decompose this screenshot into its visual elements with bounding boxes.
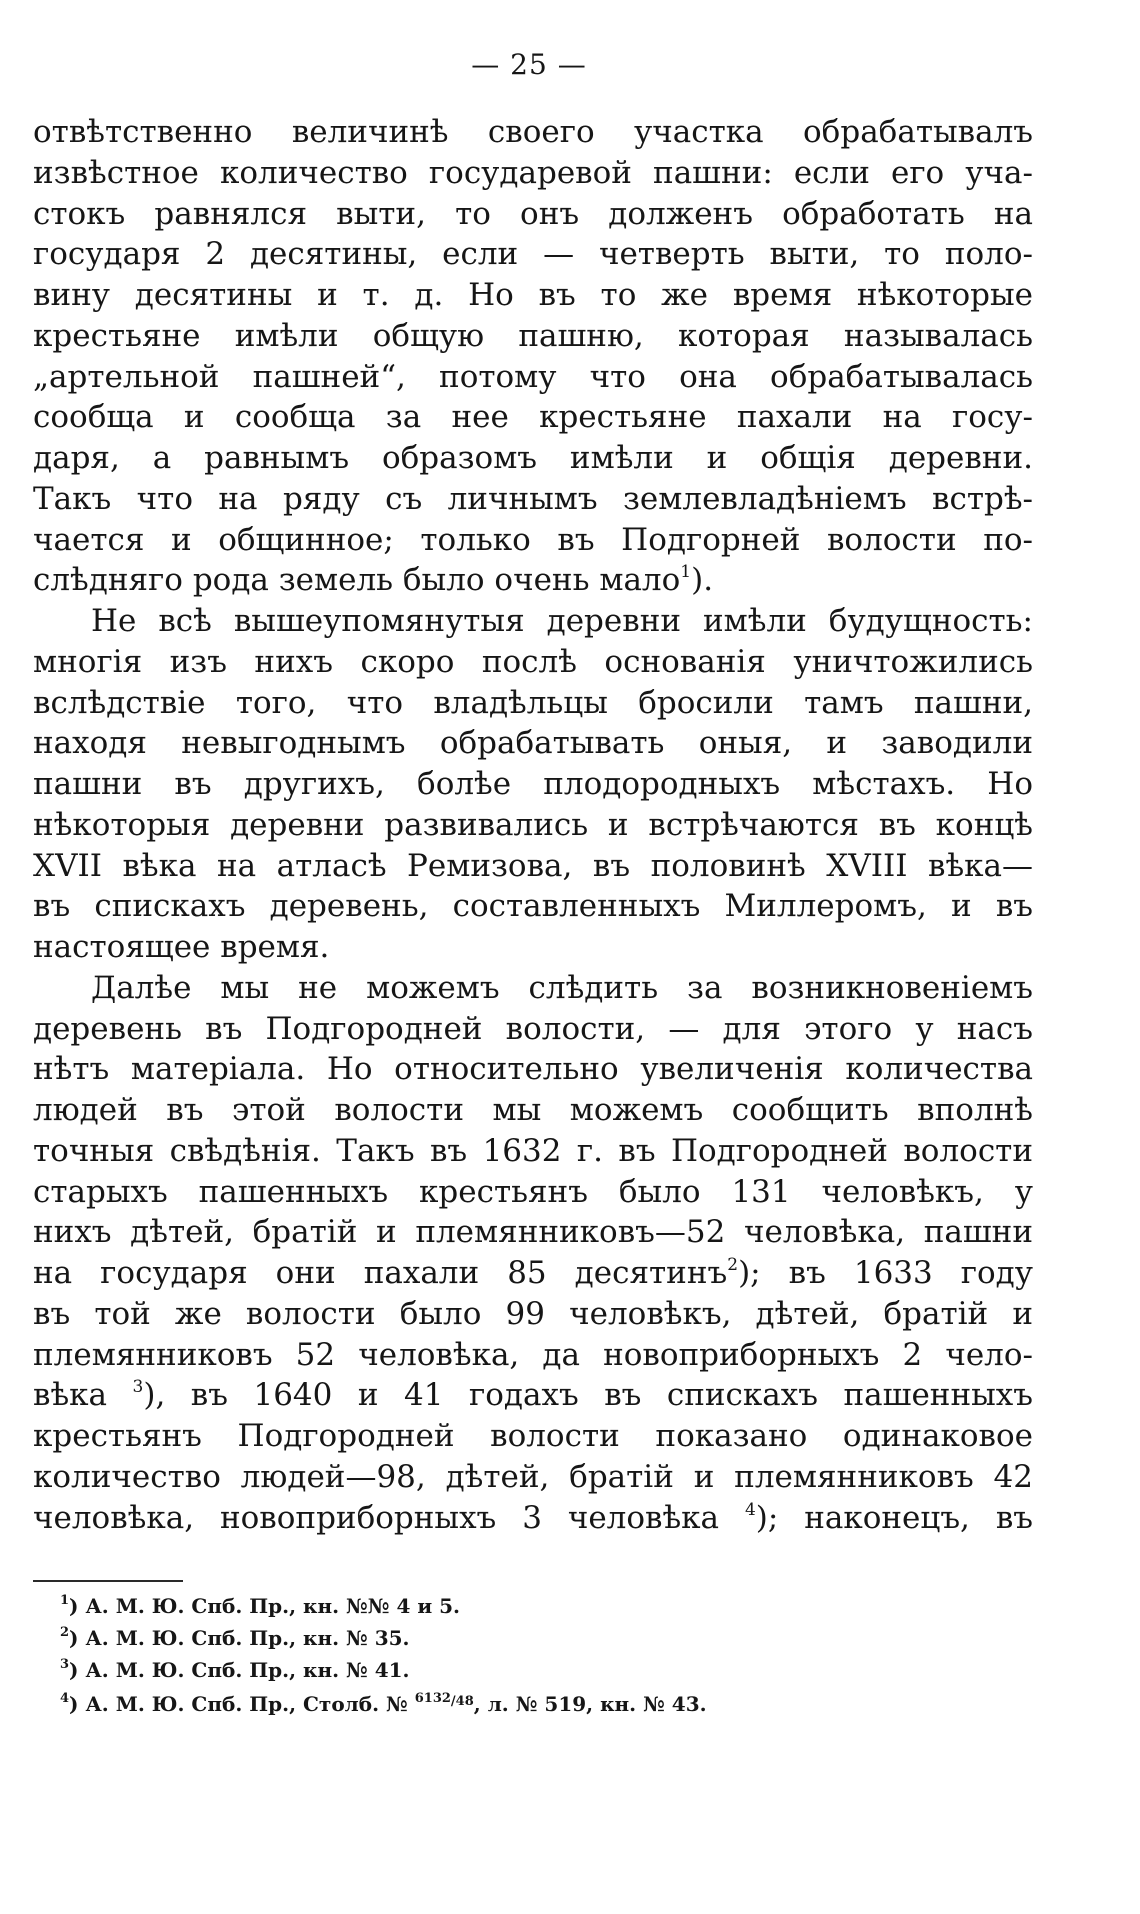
paragraph-2	[33, 601, 1033, 968]
text-line: государя 2 десятины, если — четверть выти, то поло-	[33, 236, 1033, 273]
text-line	[33, 1498, 1033, 1539]
text-segment: ); въ 1633 году	[738, 1255, 1033, 1291]
footnote-ref: 3	[132, 1377, 144, 1398]
page-number: — 25 —	[471, 48, 587, 81]
footnotes	[60, 1590, 707, 1718]
column-number: 6132	[414, 1691, 451, 1706]
text-line: деревень въ Подгородней волости, — для этого у насъ	[33, 1010, 1033, 1047]
text-segment: слѣдняго рода земель было очень мало	[33, 562, 681, 599]
footnote-ref: 2	[727, 1255, 739, 1275]
text-line: нѣтъ матеріала. Но относительно увеличенія количества	[33, 1051, 1033, 1088]
text-line: „артельной пашней“, потому что она обрабатывалась	[33, 358, 1033, 395]
paragraph-3	[33, 968, 1033, 1539]
footnote-3	[60, 1654, 707, 1686]
footnote-ref: 4	[744, 1499, 756, 1520]
text-line: Не всѣ вышеупомянутыя деревни имѣли будущность:	[91, 603, 1033, 639]
text-line	[33, 560, 1033, 601]
footnote-text: ) А. М. Ю. Спб. Пр., кн. №№ 4 и 5.	[69, 1594, 461, 1618]
text-line: сообща и сообща за нее крестьяне пахали на госу-	[33, 399, 1033, 436]
text-line: извѣстное количество государевой пашни: если его уча-	[33, 154, 1033, 191]
text-line: племянниковъ 52 человѣка, да новоприборныхъ 2 чело-	[33, 1336, 1033, 1373]
footnote-ref: 1	[680, 562, 692, 583]
text-line	[33, 1253, 1033, 1294]
text-segment: ); наконецъ, въ	[755, 1499, 1033, 1536]
footnote-mark: 2	[60, 1625, 70, 1640]
text-line: вслѣдствіе того, что владѣльцы бросили тамъ пашни,	[33, 684, 1033, 721]
text-line: стокъ равнялся выти, то онъ долженъ обработать на	[33, 195, 1033, 232]
footnote-mark: 4	[60, 1691, 70, 1706]
text-line: Далѣе мы не можемъ слѣдить за возникновеніемъ	[91, 969, 1033, 1006]
footnote-4	[60, 1686, 707, 1718]
column-fraction: /48	[450, 1694, 474, 1709]
footnote-text: ) А. М. Ю. Спб. Пр., кн. № 41.	[69, 1658, 410, 1682]
text-segment: ).	[691, 562, 714, 599]
text-line: находя невыгоднымъ обрабатывать оныя, и заводили	[33, 725, 1033, 762]
text-line: въ спискахъ деревень, составленныхъ Миллеромъ, и въ	[33, 888, 1033, 925]
text-line: старыхъ пашенныхъ крестьянъ было 131 человѣкъ, у	[33, 1173, 1033, 1210]
footnote-mark: 1	[60, 1593, 70, 1608]
text-line: количество людей—98, дѣтей, братій и племянниковъ 42	[33, 1458, 1033, 1495]
footnote-2	[60, 1622, 707, 1654]
text-line: чается и общинное; только въ Подгорней волости по-	[33, 521, 1033, 558]
text-line: крестьяне имѣли общую пашню, которая называлась	[33, 317, 1033, 354]
footnote-text-tail: , л. № 519, кн. № 43.	[473, 1692, 707, 1716]
footnote-text: ) А. М. Ю. Спб. Пр., кн. № 35.	[69, 1626, 410, 1650]
text-line: настоящее время.	[33, 929, 330, 965]
text-line	[33, 1375, 1033, 1416]
footnote-text: ) А. М. Ю. Спб. Пр., Столб. №	[69, 1692, 415, 1716]
text-line: вину десятины и т. д. Но въ то же время нѣкоторые	[33, 277, 1033, 313]
text-line: въ той же волости было 99 человѣкъ, дѣтей, братій и	[33, 1295, 1033, 1332]
text-line: людей въ этой волости мы можемъ сообщить вполнѣ	[33, 1092, 1033, 1128]
text-segment: ), въ 1640 и 41 годахъ въ спискахъ пашенныхъ	[143, 1377, 1034, 1414]
text-line: даря, а равнымъ образомъ имѣли и общія деревни.	[33, 440, 1033, 476]
text-line: XVII вѣка на атласѣ Ремизова, въ половинѣ XVIII вѣка—	[33, 847, 1033, 884]
footnote-divider	[33, 1580, 183, 1582]
text-line: нихъ дѣтей, братій и племянниковъ—52 человѣка, пашни	[33, 1214, 1033, 1251]
footnote-mark: 3	[60, 1657, 70, 1672]
text-line: отвѣтственно величинѣ своего участка обрабатывалъ	[33, 114, 1033, 150]
text-segment: человѣка, новоприборныхъ 3 человѣка	[33, 1499, 745, 1536]
text-line: многія изъ нихъ скоро послѣ основанія уничтожились	[33, 643, 1033, 680]
body-text	[33, 112, 1033, 1538]
text-segment: вѣка	[33, 1377, 133, 1414]
text-line: пашни въ другихъ, болѣе плодородныхъ мѣстахъ. Но	[33, 766, 1033, 802]
text-line: точныя свѣдѣнія. Такъ въ 1632 г. въ Подгородней волости	[33, 1132, 1033, 1169]
text-line: нѣкоторыя деревни развивались и встрѣчаются въ концѣ	[33, 806, 1033, 843]
paragraph-1	[33, 112, 1033, 601]
text-line: крестьянъ Подгородней волости показано одинаковое	[33, 1418, 1033, 1454]
text-line: Такъ что на ряду съ личнымъ землевладѣніемъ встрѣ-	[33, 480, 1033, 517]
footnote-1	[60, 1590, 707, 1622]
text-segment: на государя они пахали 85 десятинъ	[33, 1255, 728, 1291]
